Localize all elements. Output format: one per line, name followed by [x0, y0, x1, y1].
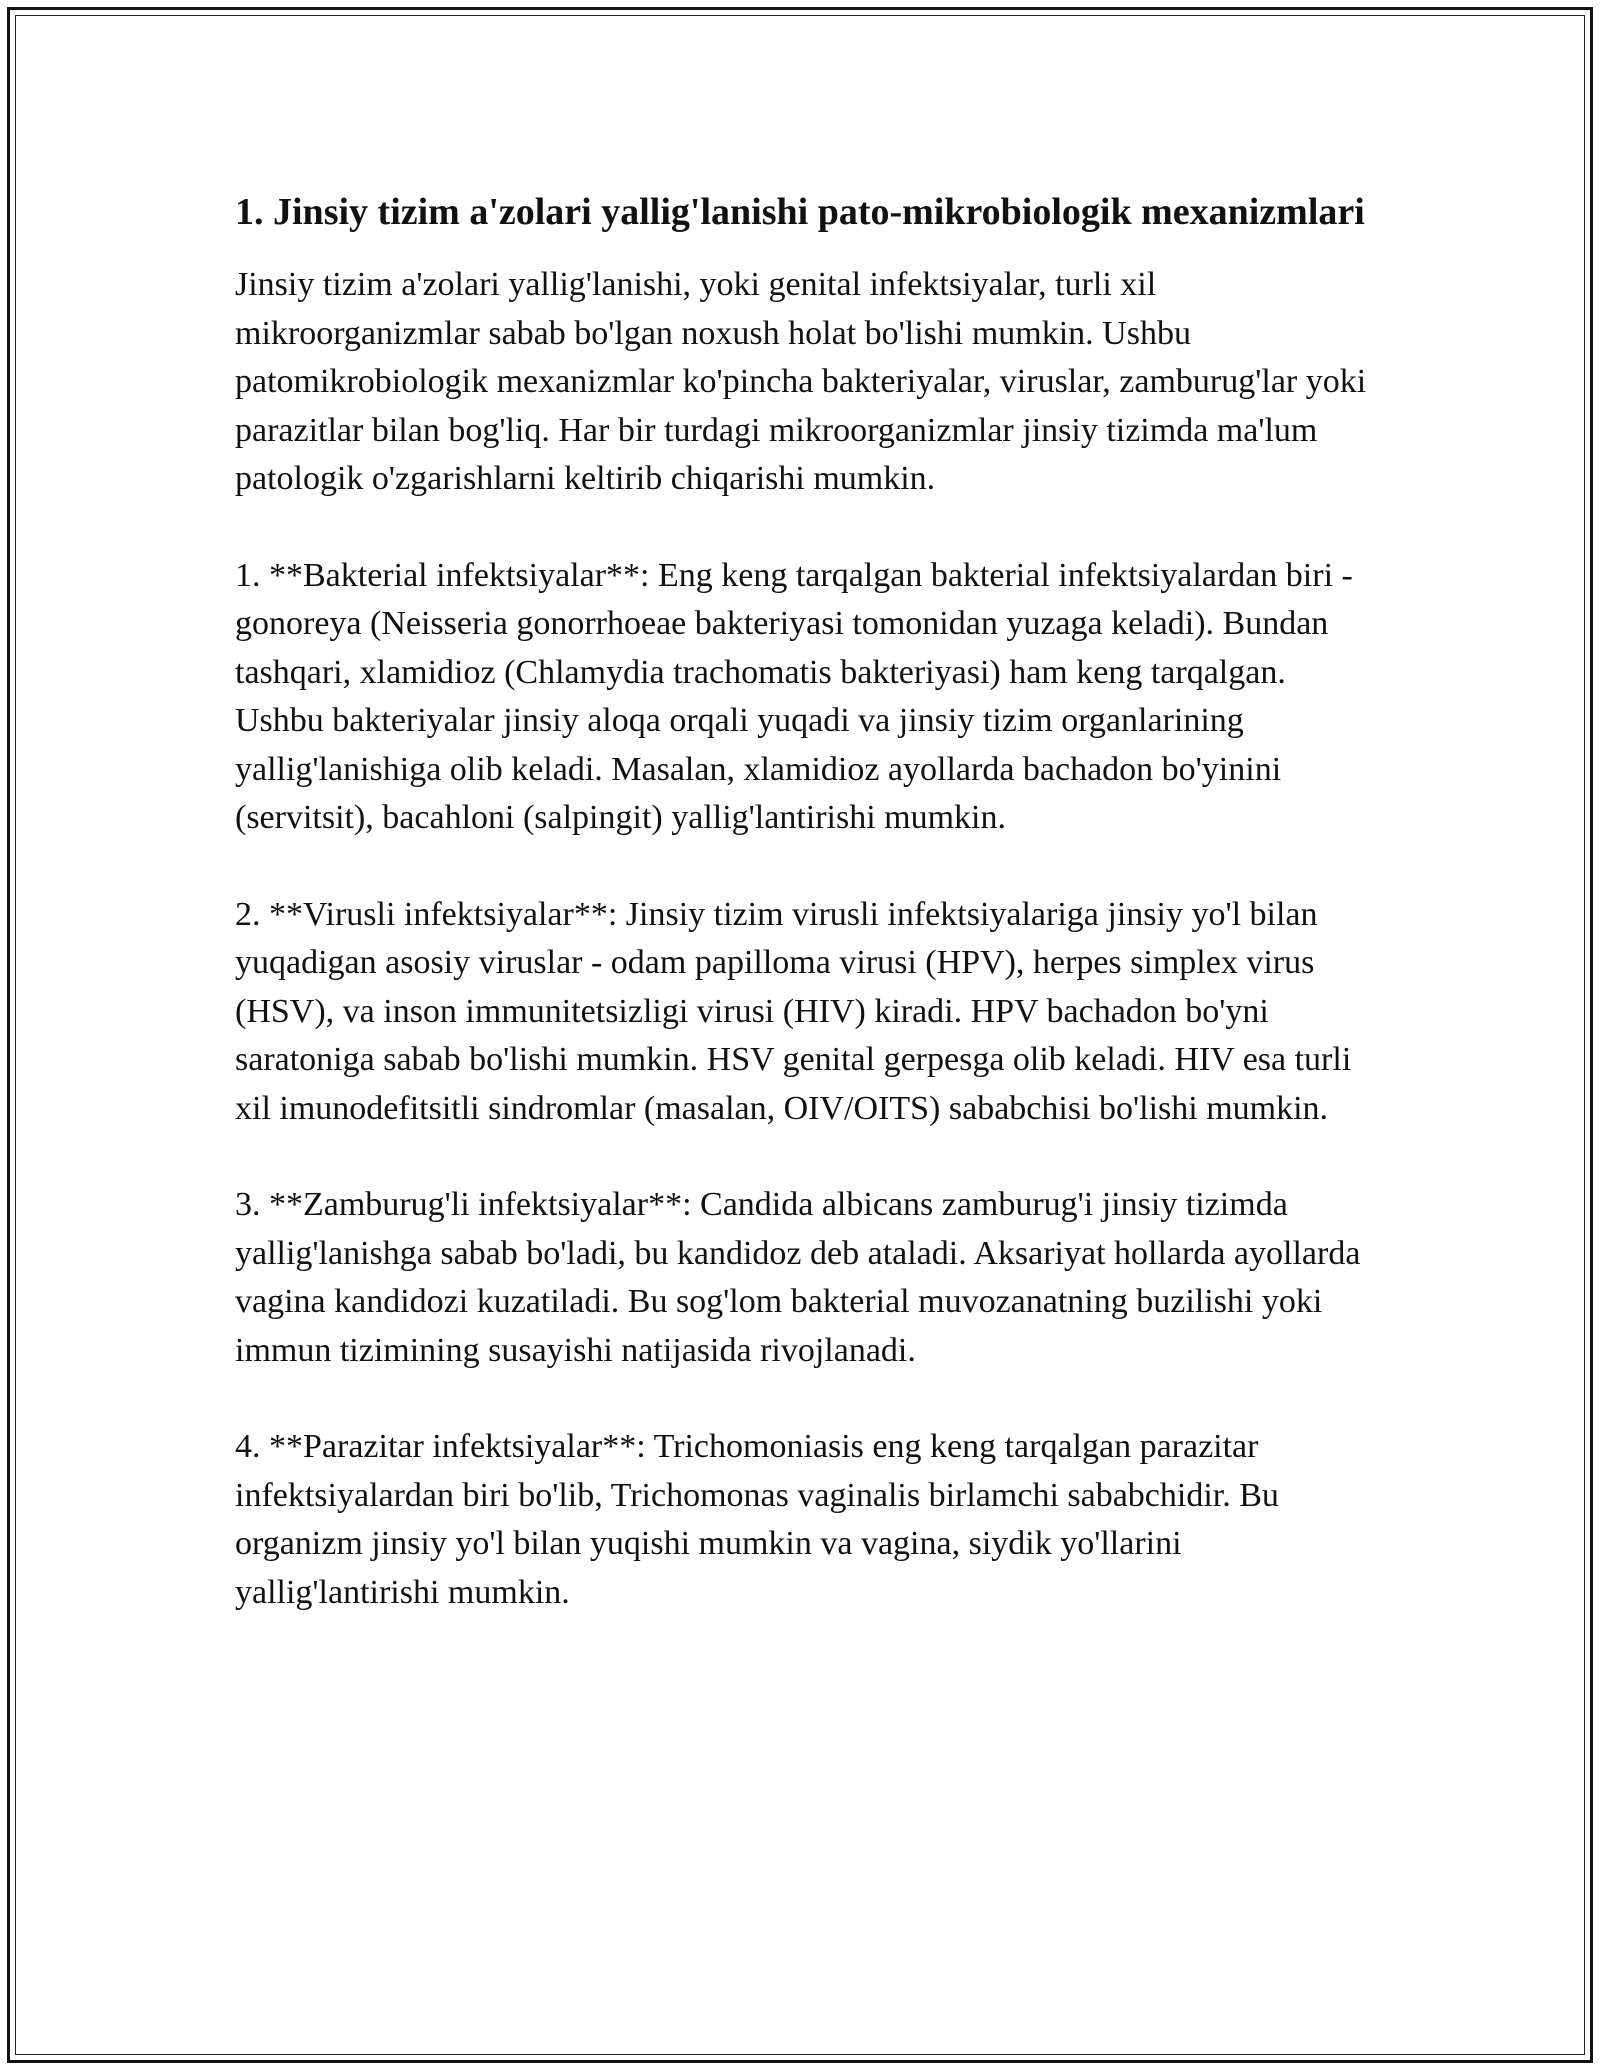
document-title: 1. Jinsiy tizim a'zolari yallig'lanishi pato-mikrobiologik mexanizmlari	[235, 191, 1365, 233]
document-body	[235, 185, 1375, 1665]
intro-paragraph: Jinsiy tizim a'zolari yallig'lanishi, yoki genital infektsiyalar, turli xil mikroorganizmlar sabab bo'lgan noxush holat bo'lishi mumkin. Ushbu patomikrobiologik mexanizmlar ko'pincha bakteriyalar, viruslar, zamburug'lar yoki parazitlar bilan bog'liq. Har bir turdagi mikroorganizmlar jinsiy tizimda ma'lum patologik o'zgarishlarni keltirib chiqarishi mumkin.	[235, 266, 1367, 497]
fungal-infections-paragraph: 3. **Zamburug'li infektsiyalar**: Candida albicans zamburug'i jinsiy tizimda yallig'lanishga sabab bo'ladi, bu kandidoz deb ataladi. Aksariyat hollarda ayollarda vagina kandidozi kuzatiladi. Bu sog'lom bakterial muvozanatning buzilishi yoki immun tizimining susayishi natijasida rivojlanadi.	[235, 1186, 1361, 1369]
parasitic-infections-paragraph: 4. **Parazitar infektsiyalar**: Trichomoniasis eng keng tarqalgan parazitar infektsiyalardan biri bo'lib, Trichomonas vaginalis birlamchi sababchidir. Bu organizm jinsiy yo'l bilan yuqishi mumkin va vagina, siydik yo'llarini yallig'lantirishi mumkin.	[235, 1428, 1279, 1611]
viral-infections-paragraph: 2. **Virusli infektsiyalar**: Jinsiy tizim virusli infektsiyalariga jinsiy yo'l bilan yuqadigan asosiy viruslar - odam papilloma virusi (HPV), herpes simplex virus (HSV), va inson immunitetsizligi virusi (HIV) kiradi. HPV bachadon bo'yni saratoniga sabab bo'lishi mumkin. HSV genital gerpesga olib keladi. HIV esa turli xil imunodefitsitli sindromlar (masalan, OIV/OITS) sababchisi bo'lishi mumkin.	[235, 895, 1352, 1127]
bacterial-infections-paragraph: 1. **Bakterial infektsiyalar**: Eng keng tarqalgan bakterial infektsiyalardan biri - gonoreya (Neisseria gonorrhoeae bakteriyasi tomonidan yuzaga keladi). Bundan tashqari, xlamidioz (Chlamydia trachomatis bakteriyasi) ham keng tarqalgan. Ushbu bakteriyalar jinsiy aloqa orqali yuqadi va jinsiy tizim organlarining yallig'lanishiga olib keladi. Masalan, xlamidioz ayollarda bachadon bo'yinini (servitsit), bacahloni (salpingit) yallig'lantirishi mumkin.	[235, 556, 1353, 836]
